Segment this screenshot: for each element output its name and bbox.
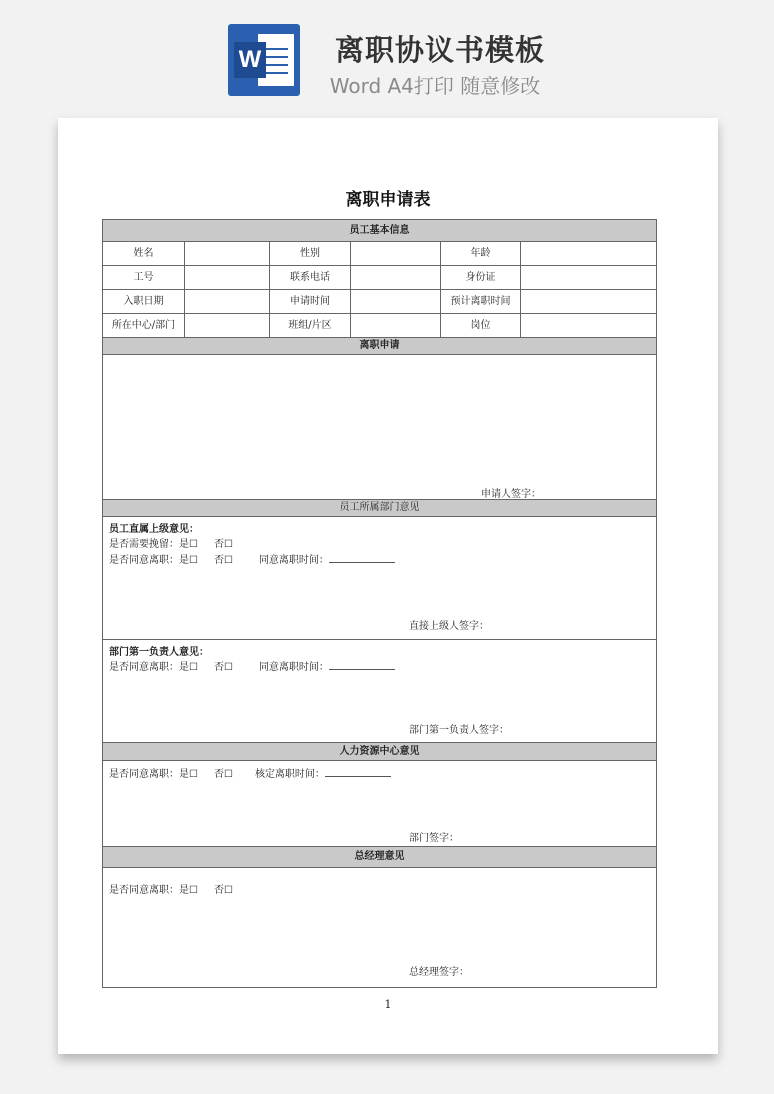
- no-checkbox[interactable]: 否☐: [213, 539, 233, 550]
- info-value-cell[interactable]: [521, 242, 656, 265]
- info-label: 身份证: [441, 266, 521, 289]
- info-row: [103, 242, 656, 266]
- info-label: 班组/片区: [270, 314, 351, 337]
- yes-checkbox[interactable]: 是☐: [179, 769, 198, 780]
- agreed-time-field[interactable]: [329, 661, 395, 670]
- template-subtitle: Word A4打印 随意修改: [329, 74, 541, 98]
- template-header: [0, 0, 774, 110]
- supervisor-signature-label: 直接上级人签字：: [409, 621, 489, 632]
- section-resignation: 离职申请: [103, 338, 656, 355]
- section-dept-opinion: 员工所属部门意见: [103, 500, 656, 517]
- info-label: 岗位: [441, 314, 521, 337]
- section-hr-opinion: 人力资源中心意见: [103, 743, 656, 761]
- agree-question: 是否同意离职：: [109, 885, 179, 896]
- agree-question-row: [109, 765, 391, 780]
- no-checkbox[interactable]: 否☐: [213, 555, 233, 566]
- retain-question-row: [109, 535, 233, 550]
- dept-head-opinion-box: [103, 640, 656, 743]
- info-value-cell[interactable]: [521, 314, 656, 337]
- info-label: 工号: [103, 266, 185, 289]
- yes-checkbox[interactable]: 是☐: [179, 555, 198, 566]
- info-label: 预计离职时间: [441, 290, 521, 313]
- no-checkbox[interactable]: 否☐: [213, 662, 233, 673]
- agree-question-row: [109, 881, 233, 896]
- info-label: 姓名: [103, 242, 185, 265]
- retain-question: 是否需要挽留：: [109, 539, 179, 550]
- yes-checkbox[interactable]: 是☐: [179, 885, 198, 896]
- document-page: [58, 118, 718, 1054]
- info-value-cell[interactable]: [185, 266, 270, 289]
- info-value-cell[interactable]: [351, 266, 441, 289]
- info-value-cell[interactable]: [185, 242, 270, 265]
- info-value-cell[interactable]: [351, 290, 441, 313]
- resignation-form: [102, 219, 657, 988]
- hr-opinion-box: [103, 761, 656, 847]
- form-title: 离职申请表: [345, 190, 431, 210]
- yes-checkbox[interactable]: 是☐: [179, 539, 198, 550]
- word-document-icon: [228, 24, 300, 96]
- info-label: 所在中心/部门: [103, 314, 185, 337]
- info-row: [103, 290, 656, 314]
- agreed-time-label: 同意离职时间：: [258, 555, 329, 566]
- gm-signature-label: 总经理签字：: [409, 967, 469, 978]
- info-value-cell[interactable]: [351, 242, 441, 265]
- section-basic-info: 员工基本信息: [103, 220, 656, 242]
- dept-head-heading: 部门第一负责人意见：: [109, 647, 209, 658]
- info-label: 性别: [270, 242, 351, 265]
- yes-checkbox[interactable]: 是☐: [179, 662, 198, 673]
- agree-question: 是否同意离职：: [109, 662, 179, 673]
- info-label: 入职日期: [103, 290, 185, 313]
- info-value-cell[interactable]: [185, 314, 270, 337]
- confirmed-time-field[interactable]: [325, 768, 391, 777]
- hr-signature-label: 部门签字：: [409, 833, 459, 844]
- supervisor-heading: 员工直属上级意见：: [109, 524, 199, 535]
- word-letter-badge: W: [234, 42, 266, 78]
- page-number: 1: [384, 998, 392, 1011]
- agree-question: 是否同意离职：: [109, 769, 179, 780]
- agreed-time-field[interactable]: [329, 554, 395, 563]
- agree-question: 是否同意离职：: [109, 555, 179, 566]
- info-value-cell[interactable]: [521, 266, 656, 289]
- dept-head-signature-label: 部门第一负责人签字：: [409, 725, 509, 736]
- resignation-reason-box[interactable]: [103, 355, 656, 500]
- gm-opinion-box: [103, 868, 656, 987]
- supervisor-opinion-box: [103, 517, 656, 640]
- no-checkbox[interactable]: 否☐: [213, 769, 233, 780]
- info-value-cell[interactable]: [185, 290, 270, 313]
- template-title: 离职协议书模板: [334, 33, 545, 67]
- info-row: [103, 314, 656, 338]
- applicant-signature-label: 申请人签字：: [481, 489, 541, 500]
- no-checkbox[interactable]: 否☐: [213, 885, 233, 896]
- agree-question-row: [109, 658, 395, 673]
- info-label: 联系电话: [270, 266, 351, 289]
- info-row: [103, 266, 656, 290]
- info-label: 申请时间: [270, 290, 351, 313]
- section-gm-opinion: 总经理意见: [103, 847, 656, 868]
- info-value-cell[interactable]: [351, 314, 441, 337]
- agreed-time-label: 同意离职时间：: [258, 662, 329, 673]
- agree-question-row: [109, 551, 395, 566]
- confirmed-time-label: 核定离职时间：: [254, 769, 325, 780]
- info-label: 年龄: [441, 242, 521, 265]
- info-value-cell[interactable]: [521, 290, 656, 313]
